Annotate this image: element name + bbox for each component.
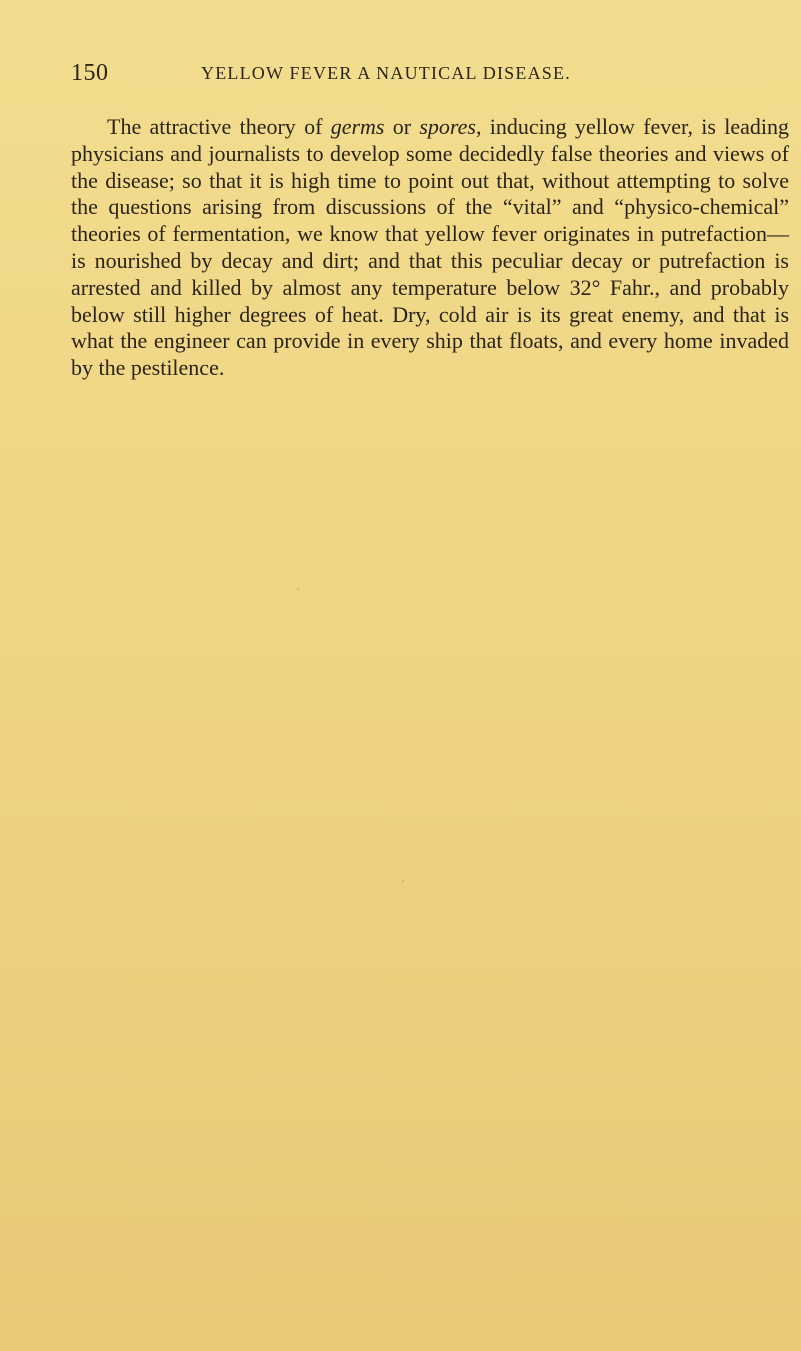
paper-speck — [402, 880, 404, 882]
paragraph-text-1: The attractive theory of — [107, 114, 331, 139]
paper-speck — [297, 588, 299, 590]
paragraph-emphasis-germs: germs — [330, 114, 385, 139]
page-number: 150 — [71, 60, 109, 86]
page-header — [71, 60, 771, 90]
paragraph-emphasis-spores: spores — [419, 114, 476, 139]
paragraph-text-3: , inducing yellow fever, is leading physicians and journalists to develop some decidedly false theories and views of the disease; so that it is high time to point out that, without attempting to solve the questions arising from discussions of the “vital” and “physico-chemical” theories of fermentation, we know that yellow fever originates in putrefaction—is nourished by decay and dirt; and that this peculiar decay or putrefaction is arrested and killed by almost any temperature below 32° Fahr., and probably below still higher degrees of heat. Dry, cold air is its great enemy, and that is what the engineer can provide in every ship that floats, and every home invaded by the pestilence. — [71, 114, 789, 381]
running-head: YELLOW FEVER A NAUTICAL DISEASE. — [201, 63, 571, 83]
paragraph-text-2: or — [384, 114, 420, 139]
body-paragraph — [71, 114, 789, 382]
